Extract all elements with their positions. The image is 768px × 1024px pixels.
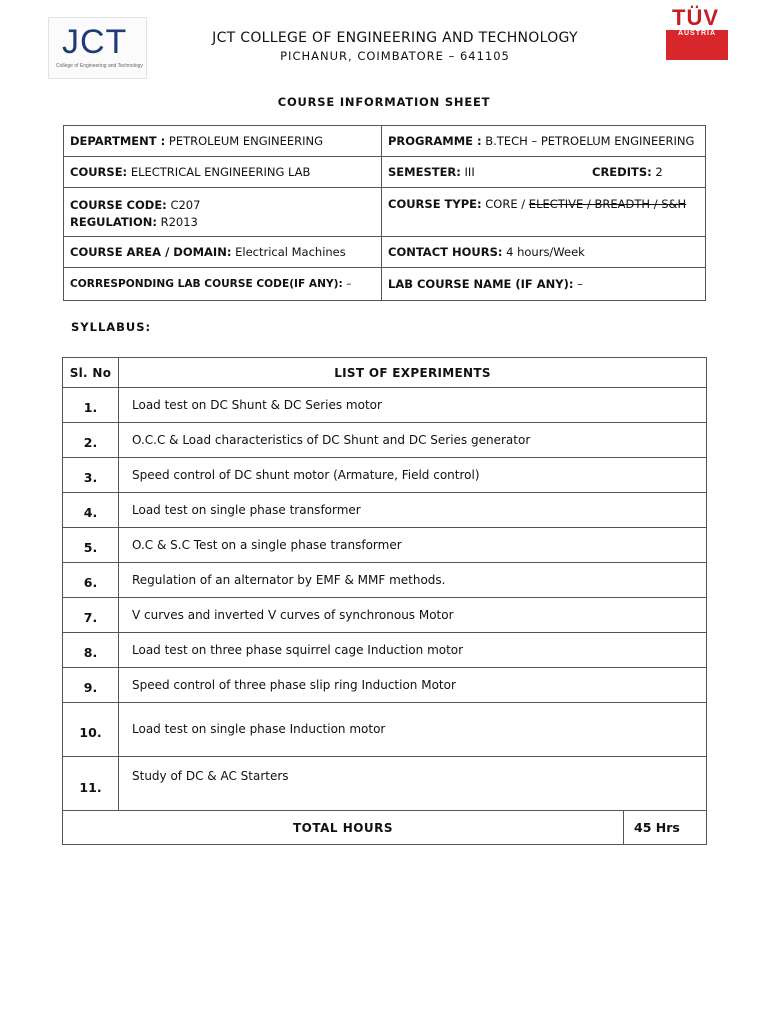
course-code-value: C207 (170, 198, 201, 212)
course-info-table (63, 125, 706, 301)
table-row (63, 493, 707, 528)
course-type-struck: ELECTIVE / BREADTH / S&H (528, 197, 687, 211)
course-value: ELECTRICAL ENGINEERING LAB (130, 165, 311, 179)
college-logo (48, 17, 147, 79)
course-cell (64, 157, 382, 188)
table-row (63, 668, 707, 703)
certification-logo-sub: AUSTRIA (677, 30, 717, 37)
contact-hours-value: 4 hours/Week (506, 245, 585, 259)
regulation-line (70, 214, 375, 231)
info-row (64, 188, 706, 237)
semester-label: SEMESTER: (388, 165, 461, 179)
lab-code-value: – (346, 278, 352, 290)
row-number: 6. (63, 563, 119, 598)
lab-code-label: CORRESPONDING LAB COURSE CODE(IF ANY): (70, 278, 343, 290)
department-label: DEPARTMENT : (70, 134, 166, 148)
experiment-text: Study of DC & AC Starters (119, 757, 707, 811)
experiments-table (62, 357, 707, 845)
certification-logo-text: TÜV (672, 5, 719, 30)
college-name: JCT COLLEGE OF ENGINEERING AND TECHNOLOGY (212, 30, 578, 46)
credits-label: CREDITS: (592, 165, 652, 179)
semester-value: III (464, 165, 475, 179)
course-code-line (70, 197, 375, 214)
table-header-row (63, 358, 707, 388)
row-number: 4. (63, 493, 119, 528)
course-area-cell (64, 237, 382, 268)
syllabus-heading: SYLLABUS: (71, 320, 152, 334)
col-slno-header: Sl. No (63, 358, 119, 388)
info-row (64, 268, 706, 301)
total-row (63, 811, 707, 845)
experiment-text: Speed control of DC shunt motor (Armature, Field control) (119, 458, 707, 493)
course-type-cell (382, 188, 706, 237)
lab-name-value: – (577, 277, 583, 291)
experiment-text: Load test on DC Shunt & DC Series motor (119, 388, 707, 423)
table-row (63, 598, 707, 633)
row-number: 11. (63, 757, 119, 811)
table-row (63, 633, 707, 668)
row-number: 10. (63, 703, 119, 757)
experiment-text: Regulation of an alternator by EMF & MMF methods. (119, 563, 707, 598)
row-number: 1. (63, 388, 119, 423)
info-row (64, 126, 706, 157)
table-row (63, 423, 707, 458)
college-logo-caption: College of Engineering and Technology (56, 63, 143, 69)
table-row (63, 703, 707, 757)
college-address: PICHANUR, COIMBATORE – 641105 (280, 49, 510, 63)
experiment-text: Load test on single phase Induction motor (119, 703, 707, 757)
row-number: 8. (63, 633, 119, 668)
table-row (63, 757, 707, 811)
programme-cell (382, 126, 706, 157)
lab-name-cell (382, 268, 706, 301)
credits-value: 2 (655, 165, 663, 179)
department-cell (64, 126, 382, 157)
col-experiments-header: LIST OF EXPERIMENTS (119, 358, 707, 388)
experiment-text: V curves and inverted V curves of synchronous Motor (119, 598, 707, 633)
row-number: 3. (63, 458, 119, 493)
table-row (63, 388, 707, 423)
semester-credits-cell (382, 157, 706, 188)
table-row (63, 458, 707, 493)
semester-credits-wrap (388, 165, 699, 179)
regulation-value: R2013 (160, 215, 198, 229)
experiment-text: Load test on single phase transformer (119, 493, 707, 528)
total-hours-label: TOTAL HOURS (63, 811, 624, 845)
row-number: 5. (63, 528, 119, 563)
college-logo-text: JCT (62, 23, 128, 61)
department-value: PETROLEUM ENGINEERING (168, 134, 324, 148)
regulation-label: REGULATION: (70, 215, 157, 229)
lab-name-label: LAB COURSE NAME (IF ANY): (388, 277, 574, 291)
course-area-label: COURSE AREA / DOMAIN: (70, 245, 232, 259)
course-area-value: Electrical Machines (235, 245, 346, 259)
contact-hours-label: CONTACT HOURS: (388, 245, 503, 259)
experiment-text: O.C.C & Load characteristics of DC Shunt and DC Series generator (119, 423, 707, 458)
row-number: 2. (63, 423, 119, 458)
info-row (64, 157, 706, 188)
info-row (64, 237, 706, 268)
row-number: 9. (63, 668, 119, 703)
semester (388, 165, 592, 179)
total-hours-value: 45 Hrs (624, 811, 707, 845)
contact-hours-cell (382, 237, 706, 268)
lab-code-cell (64, 268, 382, 301)
course-label: COURSE: (70, 165, 128, 179)
experiment-text: Load test on three phase squirrel cage Induction motor (119, 633, 707, 668)
experiment-text: Speed control of three phase slip ring Induction Motor (119, 668, 707, 703)
row-number: 7. (63, 598, 119, 633)
course-code-label: COURSE CODE: (70, 198, 167, 212)
programme-label: PROGRAMME : (388, 134, 482, 148)
table-row (63, 528, 707, 563)
programme-value: B.TECH – PETROELUM ENGINEERING (485, 134, 695, 148)
course-type-label: COURSE TYPE: (388, 197, 482, 211)
sheet-title: COURSE INFORMATION SHEET (277, 95, 491, 109)
experiment-text: O.C & S.C Test on a single phase transformer (119, 528, 707, 563)
credits (592, 165, 663, 179)
course-type-value: CORE / (485, 197, 526, 211)
table-row (63, 563, 707, 598)
course-code-cell (64, 188, 382, 237)
